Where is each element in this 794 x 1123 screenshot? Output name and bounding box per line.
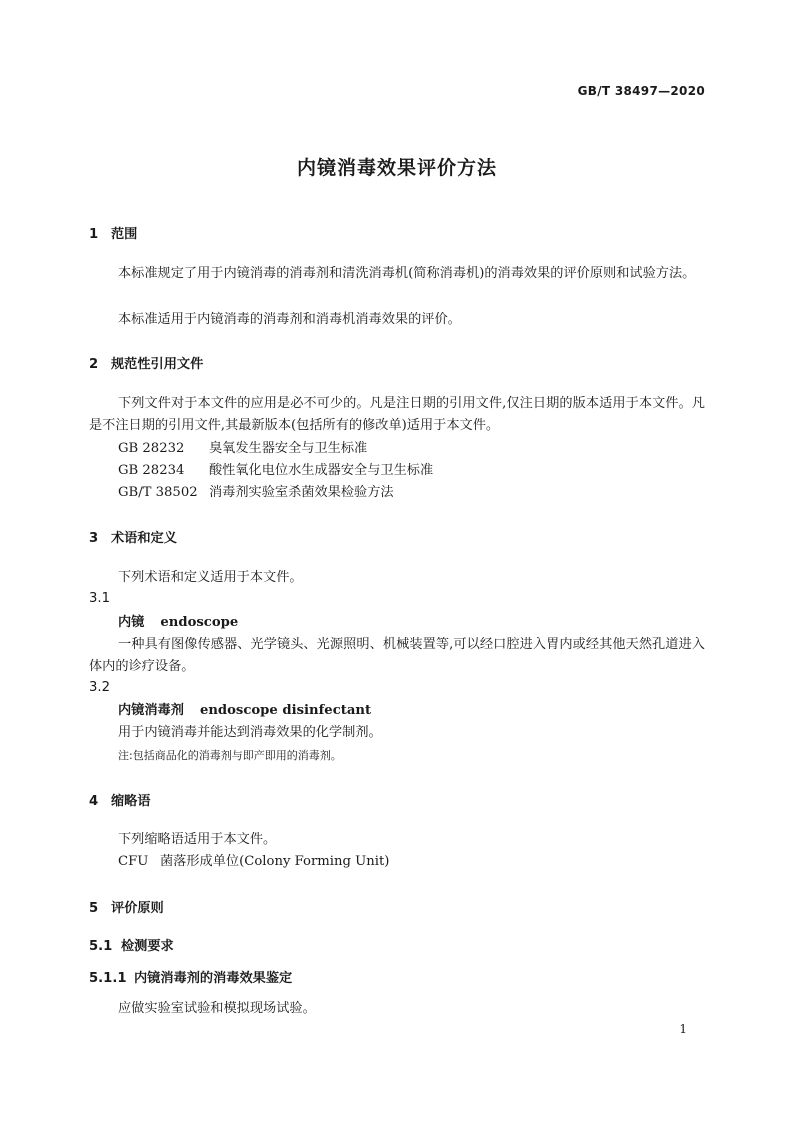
term-name-en: endoscope disinfectant bbox=[199, 703, 372, 718]
section-title: 范围 bbox=[111, 227, 138, 242]
reference-code: GB 28232 bbox=[118, 441, 185, 456]
section-title: 缩略语 bbox=[111, 794, 151, 809]
section-number: 2 bbox=[89, 357, 99, 372]
abbreviation-code: CFU bbox=[118, 854, 149, 869]
section-number: 5 bbox=[89, 901, 99, 916]
reference-item bbox=[118, 460, 433, 482]
abbreviation-text: 菌落形成单位(Colony Forming Unit) bbox=[160, 854, 390, 869]
subsection-5-1-1-paragraph: 应做实验室试验和模拟现场试验。 bbox=[118, 1001, 316, 1016]
reference-title: 消毒剂实验室杀菌效果检验方法 bbox=[209, 485, 394, 500]
reference-title: 酸性氧化电位水生成器安全与卫生标准 bbox=[209, 463, 434, 478]
standard-code: GB/T 38497—2020 bbox=[577, 84, 705, 98]
term-name bbox=[118, 700, 371, 722]
reference-code: GB 28234 bbox=[118, 463, 185, 478]
term-number: 3.2 bbox=[89, 680, 110, 695]
section-4-heading bbox=[89, 790, 151, 809]
subsection-title: 检测要求 bbox=[121, 939, 174, 954]
subsection-number: 5.1.1 bbox=[89, 971, 127, 986]
subsection-title: 内镜消毒剂的消毒效果鉴定 bbox=[134, 971, 293, 986]
term-definition: 一种具有图像传感器、光学镜头、光源照明、机械装置等,可以经口腔进入胃内或经其他天然孔道进入体内的诊疗设备。 bbox=[89, 637, 705, 674]
section-1-paragraph-1: 本标准规定了用于内镜消毒的消毒剂和清洗消毒机(简称消毒机)的消毒效果的评价原则和试验方法。 bbox=[118, 266, 696, 281]
section-title: 评价原则 bbox=[111, 901, 164, 916]
section-1-heading bbox=[89, 223, 137, 242]
reference-item bbox=[118, 438, 367, 460]
section-3-intro: 下列术语和定义适用于本文件。 bbox=[118, 570, 303, 585]
term-name-en: endoscope bbox=[160, 615, 239, 630]
term-name-zh: 内镜消毒剂 bbox=[118, 703, 184, 718]
abbreviation-item bbox=[118, 851, 389, 873]
section-1-paragraph-2: 本标准适用于内镜消毒的消毒剂和消毒机消毒效果的评价。 bbox=[118, 312, 461, 327]
section-title: 术语和定义 bbox=[111, 531, 177, 546]
section-2-paragraph-1: 下列文件对于本文件的应用是必不可少的。凡是注日期的引用文件,仅注日期的版本适用于本文件。凡是不注日期的引用文件,其最新版本(包括所有的修改单)适用于本文件。 bbox=[89, 396, 705, 433]
term-name-zh: 内镜 bbox=[118, 615, 145, 630]
section-5-heading bbox=[89, 897, 164, 916]
term-definition: 用于内镜消毒并能达到消毒效果的化学制剂。 bbox=[118, 725, 382, 740]
page-number: 1 bbox=[679, 1022, 687, 1036]
subsection-number: 5.1 bbox=[89, 939, 113, 954]
section-4-intro: 下列缩略语适用于本文件。 bbox=[118, 832, 277, 847]
document-title: 内镜消毒效果评价方法 bbox=[296, 157, 497, 179]
term-number: 3.1 bbox=[89, 591, 110, 606]
term-name bbox=[118, 612, 238, 634]
reference-item bbox=[118, 482, 394, 504]
section-2-heading bbox=[89, 353, 203, 372]
section-title: 规范性引用文件 bbox=[111, 357, 204, 372]
section-number: 1 bbox=[89, 227, 99, 242]
reference-title: 臭氧发生器安全与卫生标准 bbox=[209, 441, 368, 456]
subsection-5-1-1-heading bbox=[89, 967, 292, 986]
subsection-5-1-heading bbox=[89, 935, 174, 954]
section-3-heading bbox=[89, 527, 177, 546]
term-note: 注:包括商品化的消毒剂与即产即用的消毒剂。 bbox=[118, 749, 342, 762]
section-number: 4 bbox=[89, 794, 99, 809]
section-number: 3 bbox=[89, 531, 99, 546]
reference-code: GB/T 38502 bbox=[118, 485, 198, 500]
